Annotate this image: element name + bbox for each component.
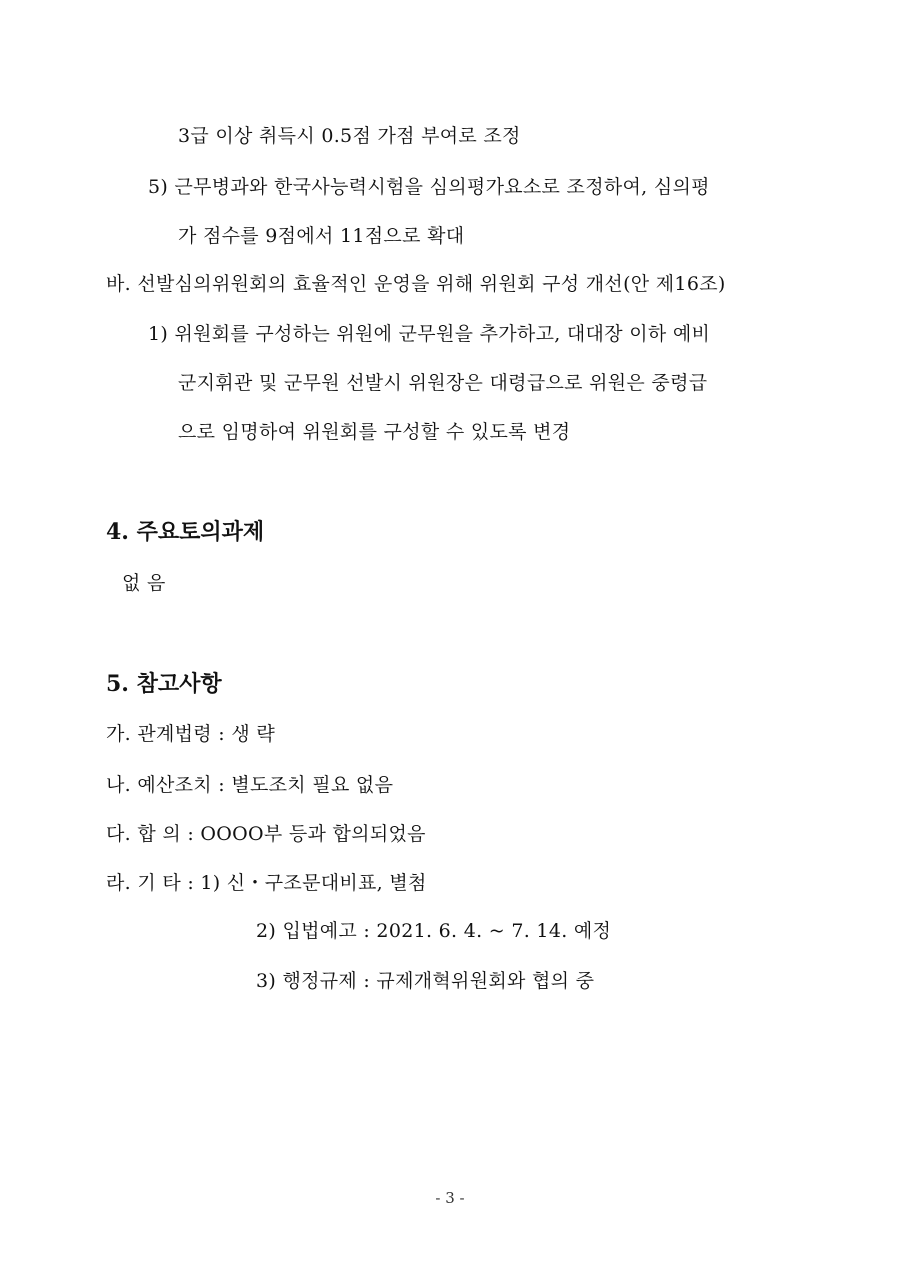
text-line-item-5-cont: 가 점수를 9점에서 11점으로 확대	[178, 225, 465, 247]
reference-item-ga: 가. 관계법령 : 생 략	[106, 723, 275, 745]
text-line-ba-item-1: 1) 위원회를 구성하는 위원에 군무원을 추가하고, 대대장 이하 예비	[148, 323, 711, 345]
reference-item-ra-2: 2) 입법예고 : 2021. 6. 4. ~ 7. 14. 예정	[256, 920, 612, 942]
section-5-heading: 5. 참고사항	[106, 671, 222, 697]
reference-item-da: 다. 합 의 : OOOO부 등과 합의되었음	[106, 823, 426, 845]
reference-item-ra: 라. 기 타 : 1) 신・구조문대비표, 별첨	[106, 872, 427, 894]
text-line-ba-item-1-cont2: 으로 임명하여 위원회를 구성할 수 있도록 변경	[178, 421, 571, 443]
section-4-heading: 4. 주요토의과제	[106, 519, 265, 545]
section-4-body: 없 음	[122, 572, 166, 594]
reference-item-na: 나. 예산조치 : 별도조치 필요 없음	[106, 774, 394, 796]
section-ba-title: 바. 선발심의위원회의 효율적인 운영을 위해 위원회 구성 개선(안 제16조)	[106, 273, 726, 295]
text-line-ba-item-1-cont: 군지휘관 및 군무원 선발시 위원장은 대령급으로 위원은 중령급	[178, 372, 708, 394]
text-line-item-5: 5) 근무병과와 한국사능력시험을 심의평가요소로 조정하여, 심의평	[148, 176, 710, 198]
reference-item-ra-3: 3) 행정규제 : 규제개혁위원회와 협의 중	[256, 970, 595, 992]
page-number: - 3 -	[435, 1189, 465, 1207]
text-line-3grade-bonus: 3급 이상 취득시 0.5점 가점 부여로 조정	[178, 125, 521, 147]
